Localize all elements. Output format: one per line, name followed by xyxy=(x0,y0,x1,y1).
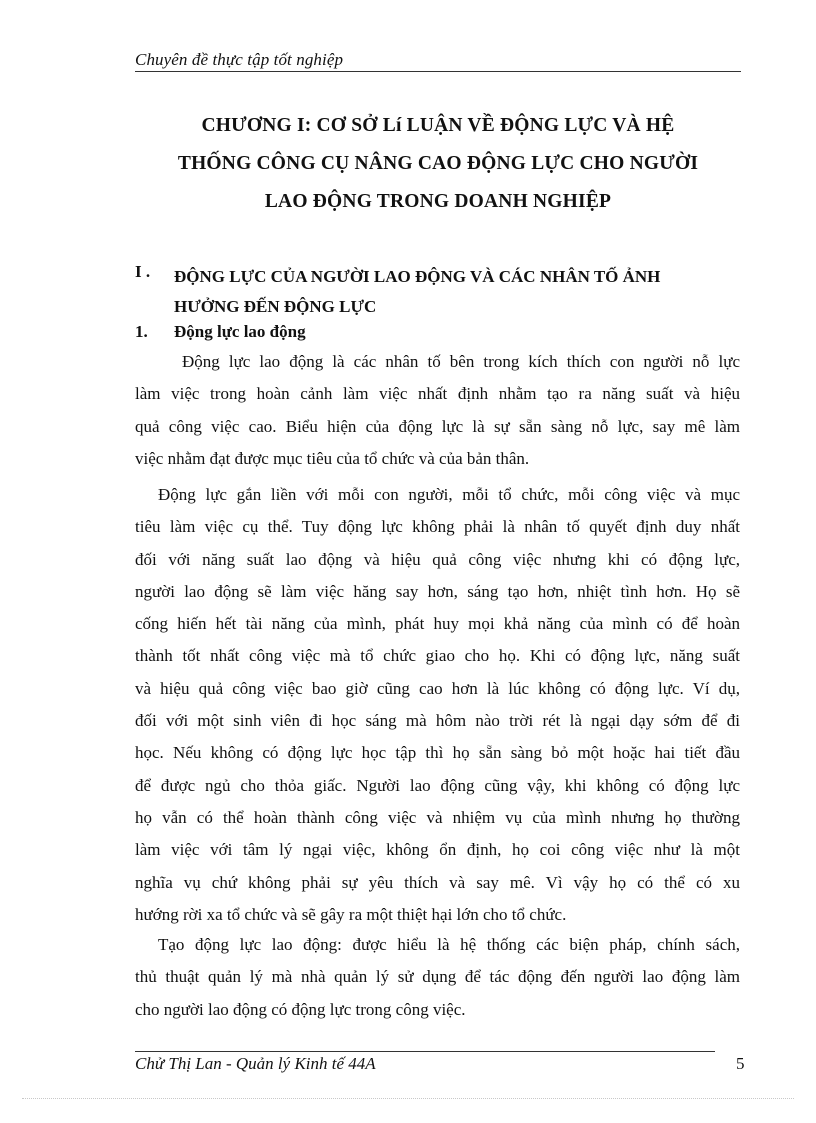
paragraph-line: cho người lao động có động lực trong công việc. xyxy=(135,999,466,1019)
running-footer: Chử Thị Lan - Quản lý Kinh tế 44A xyxy=(135,1054,376,1073)
section-title-line: ĐỘNG LỰC CỦA NGƯỜI LAO ĐỘNG VÀ CÁC NHÂN TỐ ẢNH xyxy=(174,267,661,286)
paragraph-line: Động lực gắn liền với mỗi con người, mỗi tổ chức, mỗi công việc và mục xyxy=(158,485,740,504)
subsection-number: 1. xyxy=(135,322,148,341)
paragraph-line: học. Nếu không có động lực học tập thì họ sẵn sàng bỏ một hoặc hai tiết đầu xyxy=(135,743,740,763)
chapter-title xyxy=(150,107,726,221)
paragraph-line: Động lực lao động là các nhân tố bên trong kích thích con người nỗ lực xyxy=(182,352,740,371)
section-title-line: HƯỞNG ĐẾN ĐỘNG LỰC xyxy=(174,297,377,316)
section-number: I . xyxy=(135,262,151,281)
paragraph-line: cống hiến hết tài năng của mình, phát huy mọi khả năng của mình có để hoàn xyxy=(135,614,740,634)
paragraph-line: làm việc trong hoàn cảnh làm việc nhất định nhằm tạo ra năng suất và hiệu xyxy=(135,384,740,404)
subsection-title: Động lực lao động xyxy=(174,322,306,341)
paragraph-line: Tạo động lực lao động: được hiểu là hệ thống các biện pháp, chính sách, xyxy=(158,935,740,954)
paragraph-line: đối với một sinh viên đi học sáng mà hôm nào trời rét là ngại dạy sớm để đi xyxy=(135,711,740,731)
chapter-title-line: LAO ĐỘNG TRONG DOANH NGHIỆP xyxy=(264,191,612,212)
header-divider xyxy=(135,71,741,72)
paragraph-line: thủ thuật quản lý mà nhà quản lý sử dụng để tác động đến người lao động làm xyxy=(135,967,740,987)
running-header: Chuyên đề thực tập tốt nghiệp xyxy=(135,50,344,69)
paragraph-line: thành tốt nhất công việc mà tổ chức giao cho họ. Khi có động lực, năng suất xyxy=(135,646,740,666)
paragraph-line: tiêu làm việc cụ thể. Tuy động lực không phải là nhân tố quyết định duy nhất xyxy=(135,517,740,537)
paragraph-line: việc nhằm đạt được mục tiêu của tổ chức và của bản thân. xyxy=(135,448,530,468)
paragraph-3 xyxy=(135,929,740,1026)
paragraph-line: họ vẫn có thể hoàn thành công việc và nhiệm vụ của mình nhưng họ thường xyxy=(135,807,740,827)
paragraph-line: để được ngủ cho thỏa giấc. Người lao động cũng vậy, khi không có động lực xyxy=(135,775,740,795)
paragraph-line: làm việc với tâm lý ngại việc, không ổn định, họ coi công việc như là một xyxy=(135,840,740,860)
paragraph-line: và hiệu quả công việc bao giờ cũng cao hơn là lúc không có động lực. Ví dụ, xyxy=(135,678,740,698)
paragraph-line: đối với năng suất lao động và hiệu quả công việc nhưng khi có động lực, xyxy=(135,549,740,569)
page-number: 5 xyxy=(736,1054,745,1073)
footer-divider xyxy=(135,1051,715,1052)
paragraph-line: người lao động sẽ làm việc hăng say hơn, sáng tạo hơn, nhiệt tình hơn. Họ sẽ xyxy=(135,581,740,601)
chapter-title-line: CHƯƠNG I: CƠ SỞ Lí LUẬN VỀ ĐỘNG LỰC VÀ HỆ xyxy=(201,115,675,136)
paragraph-line: nghĩa vụ chứ không phải sự yêu thích và say mê. Vì vậy họ có thể có xu xyxy=(135,872,740,892)
paragraph-1 xyxy=(135,346,740,475)
section-title xyxy=(174,262,744,322)
paragraph-line: quả công việc cao. Biểu hiện của động lực là sự sẵn sàng nỗ lực, say mê làm xyxy=(135,416,740,436)
chapter-title-line: THỐNG CÔNG CỤ NÂNG CAO ĐỘNG LỰC CHO NGƯỜI xyxy=(177,153,699,174)
page-edge xyxy=(22,1098,794,1099)
paragraph-line: hướng rời xa tổ chức và sẽ gây ra một thiệt hại lớn cho tổ chức. xyxy=(135,904,567,924)
paragraph-2 xyxy=(135,479,740,931)
